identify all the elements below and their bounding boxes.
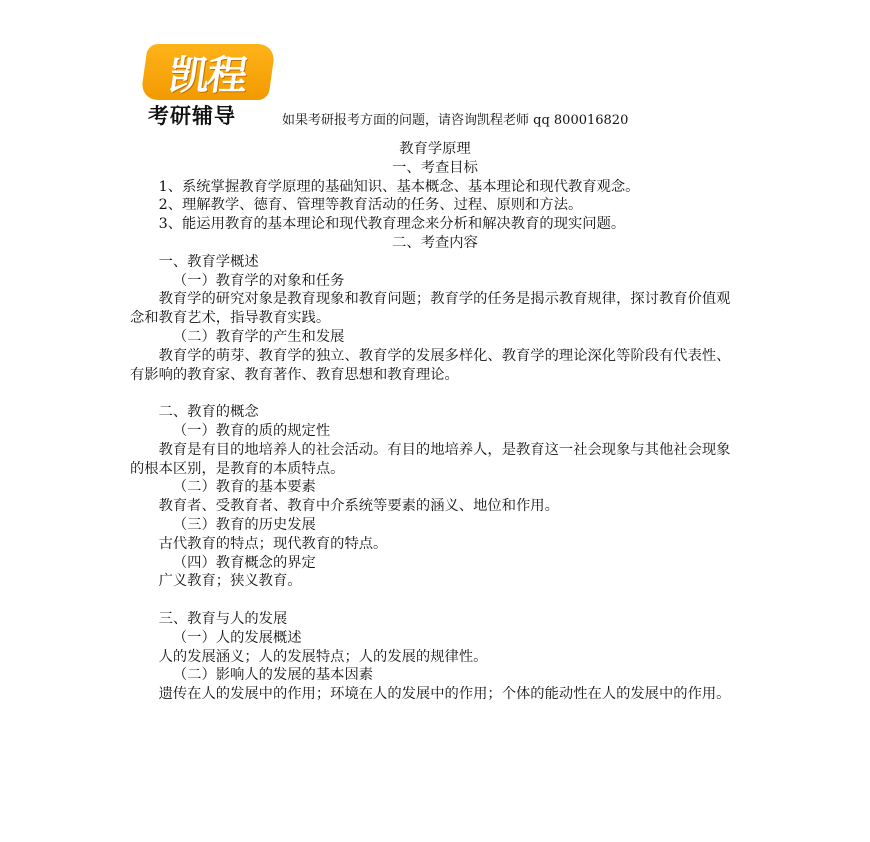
contact-line: 如果考研报考方面的问题，请咨询凯程老师 qq 800016820 bbox=[282, 113, 629, 128]
logo-wordmark: 凯程 bbox=[140, 44, 276, 100]
chapter-2-sub-4: （四）教育概念的界定 bbox=[172, 554, 316, 571]
chapter-1-sub-2: （二）教育学的产生和发展 bbox=[172, 328, 345, 345]
chapter-2-title: 二、教育的概念 bbox=[158, 404, 259, 421]
chapter-2-para-1: 教育是有目的地培养人的社会活动。有目的地培养人，是教育这一社会现象与其他社会现象的根本区别，是教育的本质特点。 bbox=[130, 441, 731, 477]
section-heading-content: 二、考查内容 bbox=[392, 234, 478, 251]
chapter-2-sub-2: （二）教育的基本要素 bbox=[172, 479, 316, 496]
chapter-1-para-1: 教育学的研究对象是教育现象和教育问题；教育学的任务是揭示教育规律，探讨教育价值观念和教育艺术，指导教育实践。 bbox=[130, 291, 731, 327]
chapter-1-sub-1: （一）教育学的对象和任务 bbox=[172, 272, 345, 289]
chapter-3-para-1: 人的发展涵义；人的发展特点；人的发展的规律性。 bbox=[158, 648, 488, 665]
chapter-2-para-3: 古代教育的特点；现代教育的特点。 bbox=[158, 535, 388, 552]
document-body bbox=[130, 140, 740, 704]
kaicheng-logo bbox=[144, 44, 274, 130]
document-title: 教育学原理 bbox=[399, 141, 471, 157]
spacer bbox=[130, 384, 740, 403]
section-heading-objectives: 一、考查目标 bbox=[392, 159, 478, 176]
chapter-2-para-4: 广义教育；狭义教育。 bbox=[158, 573, 302, 590]
chapter-2-sub-3: （三）教育的历史发展 bbox=[172, 516, 316, 533]
objective-2: 2、理解教学、德育、管理等教育活动的任务、过程、原则和方法。 bbox=[158, 197, 583, 214]
spacer bbox=[130, 591, 740, 610]
chapter-2-sub-1: （一）教育的质的规定性 bbox=[172, 422, 331, 439]
chapter-3-para-2: 遗传在人的发展中的作用；环境在人的发展中的作用；个体的能动性在人的发展中的作用。 bbox=[158, 686, 731, 703]
logo-subtitle: 考研辅导 bbox=[148, 104, 236, 128]
chapter-3-sub-1: （一）人的发展概述 bbox=[172, 629, 302, 646]
objective-1: 1、系统掌握教育学原理的基础知识、基本概念、基本理论和现代教育观念。 bbox=[158, 178, 640, 195]
chapter-3-title: 三、教育与人的发展 bbox=[158, 610, 288, 627]
chapter-1-title: 一、教育学概述 bbox=[158, 253, 259, 270]
chapter-1-para-2: 教育学的萌芽、教育学的独立、教育学的发展多样化、教育学的理论深化等阶段有代表性、有影响的教育家、教育著作、教育思想和教育理论。 bbox=[130, 347, 731, 383]
chapter-3-sub-2: （二）影响人的发展的基本因素 bbox=[172, 667, 374, 684]
chapter-2-para-2: 教育者、受教育者、教育中介系统等要素的涵义、地位和作用。 bbox=[158, 498, 559, 515]
objective-3: 3、能运用教育的基本理论和现代教育理念来分析和解决教育的现实问题。 bbox=[158, 216, 626, 233]
